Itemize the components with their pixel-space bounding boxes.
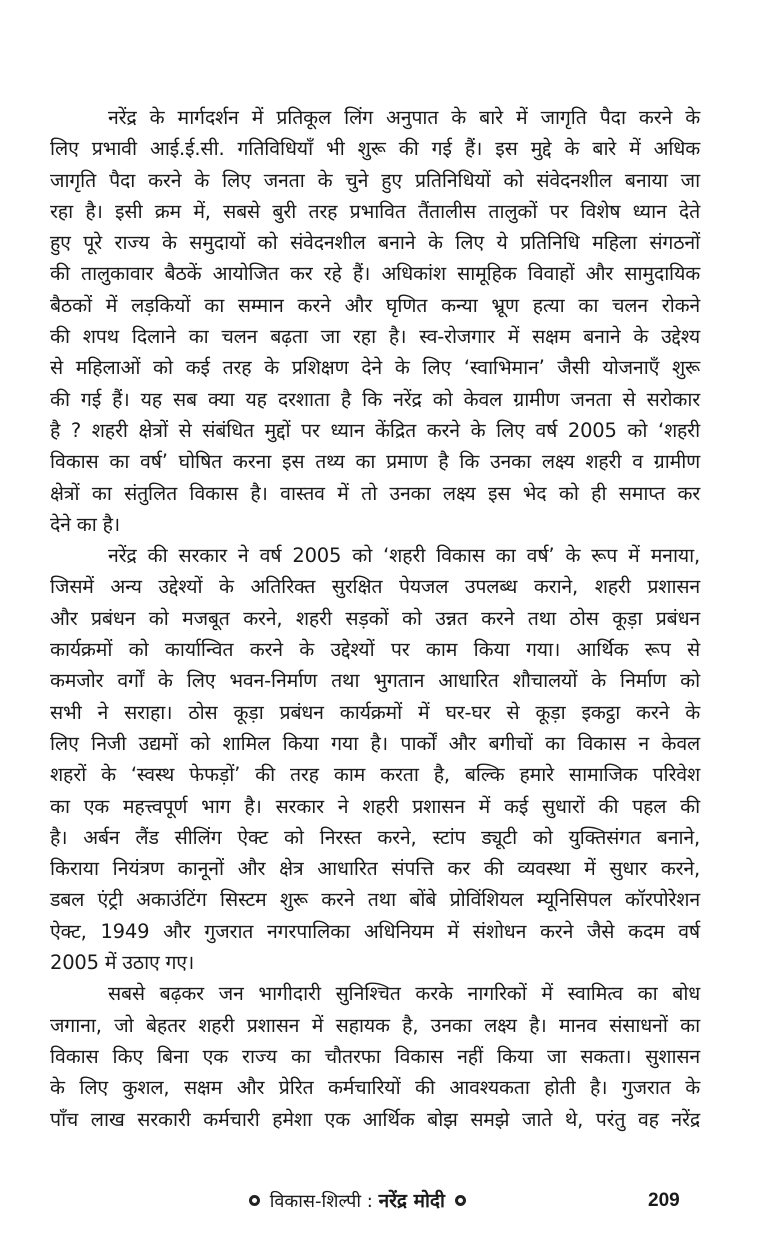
text-line: की तालुकावार बैठकें आयोजित कर रहे हैं। अधिकांश सामूहिक विवाहों और सामुदायिक (50, 262, 700, 286)
text-line: है। अर्बन लैंड सीलिंग ऐक्ट को निरस्त करने, स्टांप ड्यूटी को युक्तिसंगत बनाने, (50, 825, 700, 849)
text-line: पाँच लाख सरकारी कर्मचारी हमेशा एक आर्थिक बोझ समझे जाते थे, परंतु वह नरेंद्र (50, 1107, 700, 1131)
text-line: नरेंद्र के मार्गदर्शन में प्रतिकूल लिंग अनुपात के बारे में जागृति पैदा करने के (108, 106, 700, 129)
text-line: बैठकों में लड़कियों का सम्मान करने और घृणित कन्या भ्रूण हत्या का चलन रोकने (50, 293, 700, 317)
text-line: सबसे बढ़कर जन भागीदारी सुनिश्चित करके नागरिकों में स्वामित्व का बोध (108, 982, 700, 1006)
text-line: है ? शहरी क्षेत्रों से संबंधित मुद्दों पर ध्यान केंद्रित करने के लिए वर्ष 2005 को ‘शहरी (50, 418, 700, 442)
text-line: नरेंद्र की सरकार ने वर्ष 2005 को ‘शहरी विकास का वर्ष’ के रूप में मनाया, (108, 544, 700, 568)
text-line: शहरों के ‘स्वस्थ फेफड़ों’ की तरह काम करता है, बल्कि हमारे सामाजिक परिवेश (50, 763, 700, 787)
text-line: की शपथ दिलाने का चलन बढ़ता जा रहा है। स्व-रोजगार में सक्षम बनाने के उद्देश्य (50, 325, 700, 349)
paragraph-2 (50, 540, 700, 978)
text-line: जागृति पैदा करने के लिए जनता के चुने हुए प्रतिनिधियों को संवेदनशील बनाया जा (50, 168, 700, 192)
text-line: लिए प्रभावी आई.ई.सी. गतिविधियाँ भी शुरू की गई हैं। इस मुद्दे के बारे में अधिक (50, 137, 700, 161)
text-line: किराया नियंत्रण कानूनों और क्षेत्र आधारित संपत्ति कर की व्यवस्था में सुधार करने, (50, 857, 700, 881)
text-line: देने का है। (50, 512, 120, 536)
text-line: क्षेत्रों का संतुलित विकास है। वास्तव में तो उनका लक्ष्य इस भेद को ही समाप्त कर (50, 481, 700, 505)
text-line: 2005 में उठाए गए। (50, 951, 195, 975)
text-line: कार्यक्रमों को कार्यान्वित करने के उद्देश्यों पर काम किया गया। आर्थिक रूप से (50, 638, 700, 662)
flower-ornament-icon (249, 1195, 260, 1206)
text-line: का एक महत्त्वपूर्ण भाग है। सरकार ने शहरी प्रशासन में कई सुधारों की पहल की (50, 794, 700, 818)
paragraph-3 (50, 978, 700, 1134)
book-title-name: नरेंद्र मोदी (378, 1190, 445, 1212)
text-line: सभी ने सराहा। ठोस कूड़ा प्रबंधन कार्यक्रमों में घर-घर से कूड़ा इकट्ठा करने के (50, 700, 700, 724)
page-number: 209 (648, 1190, 680, 1211)
page-body (50, 102, 700, 1135)
text-line: के लिए कुशल, सक्षम और प्रेरित कर्मचारियों की आवश्यकता होती है। गुजरात के (50, 1076, 700, 1100)
text-line: रहा है। इसी क्रम में, सबसे बुरी तरह प्रभावित तैंतालीस तालुकों पर विशेष ध्यान देते (50, 199, 700, 223)
text-line: जिसमें अन्य उद्देश्यों के अतिरिक्त सुरक्षित पेयजल उपलब्ध कराने, शहरी प्रशासन (50, 575, 700, 599)
page-footer (0, 1186, 778, 1216)
text-line: ऐक्ट, 1949 और गुजरात नगरपालिका अधिनियम में संशोधन करने जैसे कदम वर्ष (50, 919, 700, 943)
text-line: की गई हैं। यह सब क्या यह दरशाता है कि नरेंद्र को केवल ग्रामीण जनता से सरोकार (50, 387, 700, 411)
text-line: कमजोर वर्गों के लिए भवन-निर्माण तथा भुगतान आधारित शौचालयों के निर्माण को (50, 669, 700, 693)
book-title-prefix: विकास-शिल्पी : (269, 1191, 373, 1212)
text-line: विकास किए बिना एक राज्य का चौतरफा विकास नहीं किया जा सकता। सुशासन (50, 1044, 700, 1068)
flower-ornament-icon (455, 1195, 466, 1206)
running-footer-title (245, 1186, 470, 1217)
text-line: जगाना, जो बेहतर शहरी प्रशासन में सहायक है, उनका लक्ष्य है। मानव संसाधनों का (50, 1013, 700, 1037)
text-line: विकास का वर्ष’ घोषित करना इस तथ्य का प्रमाण है कि उनका लक्ष्य शहरी व ग्रामीण (50, 450, 700, 474)
text-line: डबल एंट्री अकाउंटिंग सिस्टम शुरू करने तथा बोंबे प्रोविंशियल म्यूनिसिपल कॉरपोरेशन (50, 888, 700, 912)
text-line: लिए निजी उद्यमों को शामिल किया गया है। पार्कों और बगीचों का विकास न केवल (50, 731, 700, 755)
text-line: से महिलाओं को कई तरह के प्रशिक्षण देने के लिए ‘स्वाभिमान’ जैसी योजनाएँ शुरू (50, 356, 700, 380)
text-line: और प्रबंधन को मजबूत करने, शहरी सड़कों को उन्नत करने तथा ठोस कूड़ा प्रबंधन (50, 606, 700, 630)
text-line: हुए पूरे राज्य के समुदायों को संवेदनशील बनाने के लिए ये प्रतिनिधि महिला संगठनों (50, 231, 700, 255)
paragraph-1 (50, 102, 700, 540)
